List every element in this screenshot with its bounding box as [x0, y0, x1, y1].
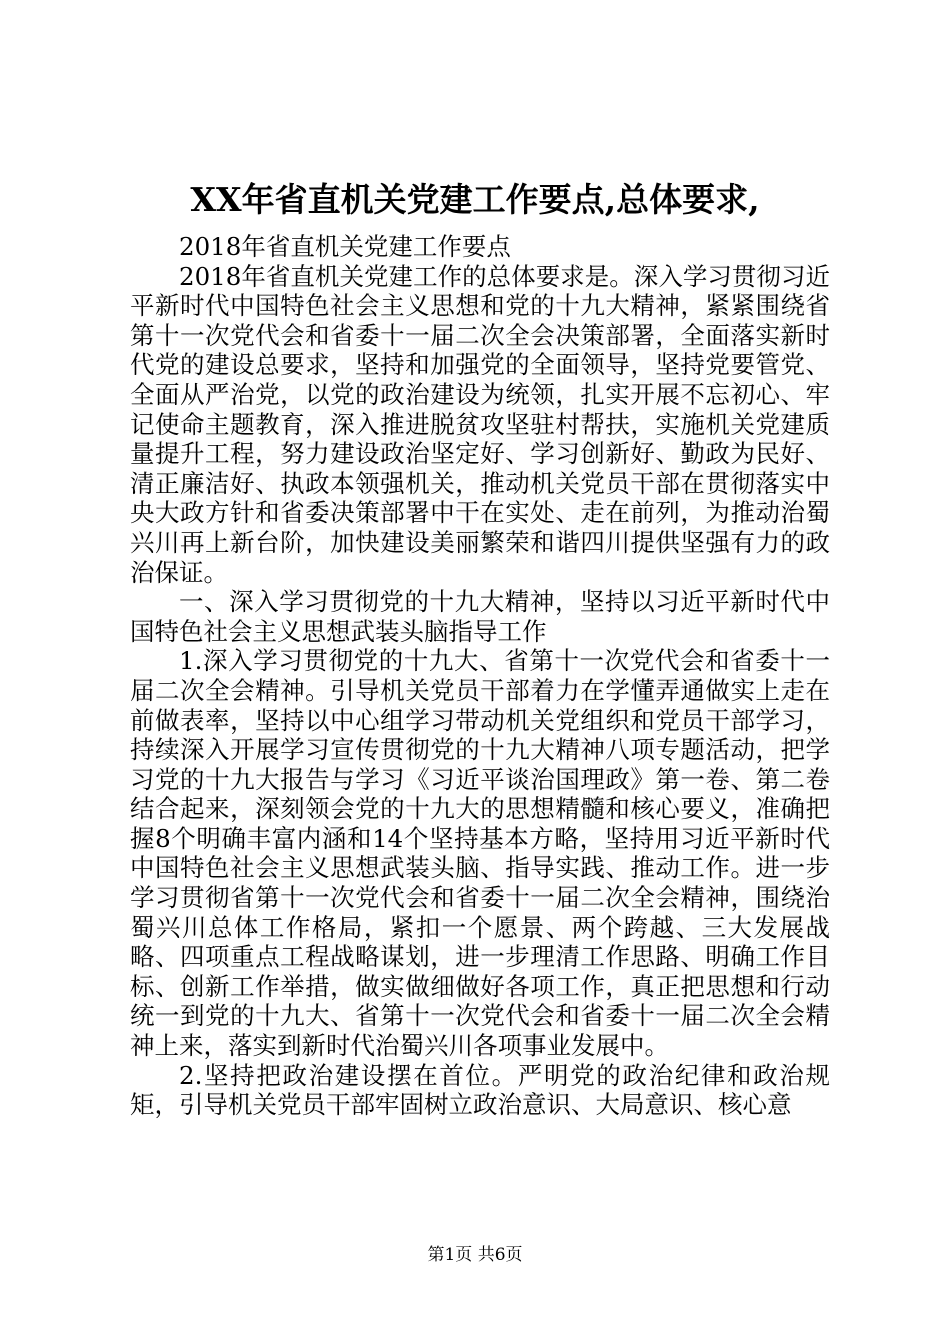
document-body	[130, 232, 830, 1120]
overall-requirement-paragraph: 2018年省直机关党建工作的总体要求是。深入学习贯彻习近平新时代中国特色社会主义思想和党的十九大精神，紧紧围绕省第十一次党代会和省委十一届二次全会决策部署，全面落实新时代党的建设总要求，坚持和加强党的全面领导，坚持党要管党、全面从严治党，以党的政治建设为统领，扎实开展不忘初心、牢记使命主题教育，深入推进脱贫攻坚驻村帮扶，实施机关党建质量提升工程，努力建设政治坚定好、学习创新好、勤政为民好、清正廉洁好、执政本领强机关，推动机关党员干部在贯彻落实中央大政方针和省委决策部署中干在实处、走在前列，为推动治蜀兴川再上新台阶，加快建设美丽繁荣和谐四川提供坚强有力的政治保证。	[130, 261, 830, 587]
document-title: XX年省直机关党建工作要点,总体要求,	[190, 180, 760, 219]
subtitle-paragraph: 2018年省直机关党建工作要点	[179, 232, 511, 261]
page-footer: 第1页 共6页	[427, 1245, 523, 1265]
item-paragraph-1: 1.深入学习贯彻党的十九大、省第十一次党代会和省委十一届二次全会精神。引导机关党员干部着力在学懂弄通做实上走在前做表率，坚持以中心组学习带动机关党组织和党员干部学习，持续深入开展学习宣传贯彻党的十九大精神八项专题活动，把学习党的十九大报告与学习《习近平谈治国理政》第一卷、第二卷结合起来，深刻领会党的十九大的思想精髓和核心要义，准确把握8个明确丰富内涵和14个坚持基本方略，坚持用习近平新时代中国特色社会主义思想武装头脑、指导实践、推动工作。进一步学习贯彻省第十一次党代会和省委十一届二次全会精神，围绕治蜀兴川总体工作格局，紧扣一个愿景、两个跨越、三大发展战略、四项重点工程战略谋划，进一步理清工作思路、明确工作目标、创新工作举措，做实做细做好各项工作，真正把思想和行动统一到党的十九大、省第十一次党代会和省委十一届二次全会精神上来，落实到新时代治蜀兴川各项事业发展中。	[130, 646, 830, 1061]
section-heading-1: 一、深入学习贯彻党的十九大精神，坚持以习近平新时代中国特色社会主义思想武装头脑指导工作	[130, 587, 830, 646]
item-paragraph-2: 2.坚持把政治建设摆在首位。严明党的政治纪律和政治规矩，引导机关党员干部牢固树立政治意识、大局意识、核心意	[130, 1060, 830, 1120]
